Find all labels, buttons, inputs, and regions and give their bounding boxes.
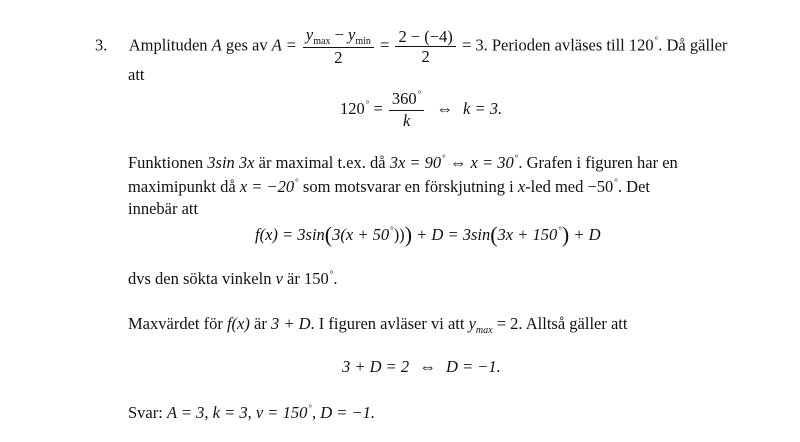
amplitude-fraction — [303, 26, 374, 67]
text-alltsa: . Alltså gäller att — [518, 314, 628, 333]
text-i-figuren: . I figuren avläser vi att — [310, 314, 465, 333]
answer-v: v = 150 — [255, 403, 308, 422]
fraction-denominator: k — [402, 111, 411, 130]
left-paren: ( — [490, 222, 498, 247]
minus-sign: − — [330, 25, 348, 44]
iff-symbol: ⇔ — [419, 357, 436, 376]
text-forskjutning: som motsvarar en förskjutning i — [302, 177, 514, 196]
amplitude-result: = 3 — [461, 35, 484, 55]
paragraph-2-line-3 — [128, 199, 198, 219]
left-paren: ( — [324, 222, 333, 247]
f-eq-part: f(x) = 3sin — [255, 225, 325, 244]
fraction-denominator: 2 — [334, 48, 343, 67]
function-expression: 3sin 3x — [207, 153, 255, 172]
text-ar-150: är 150 — [287, 269, 329, 288]
right-paren: ) — [561, 222, 570, 247]
problem-number: 3. — [95, 35, 108, 55]
period-lhs: 120 — [340, 98, 365, 118]
f-eq-part: + D — [573, 225, 601, 244]
d-equation-rhs: D = −1. — [445, 357, 501, 376]
text-maximipunkt: maximipunkt då — [128, 177, 236, 196]
period-result: k = 3. — [463, 98, 503, 118]
y-symbol: y — [468, 314, 476, 333]
amplitude-value-fraction — [395, 28, 455, 66]
equation-x: x = 30 — [470, 153, 514, 172]
iff-symbol: ⇔ — [436, 98, 453, 118]
fraction-numerator: 360 — [391, 89, 417, 108]
function-fx: f(x) — [226, 314, 250, 333]
y-symbol: y — [305, 25, 314, 44]
shift-value: −50 — [587, 177, 614, 196]
degree-symbol: ° — [442, 153, 446, 163]
iff-symbol: ⇔ — [449, 153, 467, 172]
text-amplituden: Amplituden — [128, 35, 208, 55]
text-det: . Det — [617, 177, 650, 196]
period-fraction — [389, 90, 424, 130]
fraction-denominator: 2 — [421, 46, 430, 66]
equals-sign: = — [373, 98, 383, 118]
y-symbol: y — [348, 25, 356, 44]
answer-a: A = 3 — [166, 403, 205, 422]
amplitude-lhs: A = — [271, 35, 297, 55]
equation-3x: 3x = 90 — [389, 153, 442, 172]
degree-symbol: ° — [417, 89, 422, 99]
text-att: att — [128, 65, 145, 84]
paragraph-3 — [128, 269, 337, 291]
degree-symbol: ° — [329, 269, 334, 279]
f-eq-part: )) — [393, 225, 405, 244]
f-equation — [255, 223, 601, 247]
text-led-med: -led med — [525, 177, 584, 196]
degree-symbol: ° — [558, 225, 562, 235]
var-a: A — [211, 35, 222, 55]
answer-line: Svar: A = 3, k = 3, v = 150°, D = −1. — [128, 403, 375, 422]
problem-line-2 — [128, 65, 145, 85]
text-maxvardet: Maxvärdet för — [128, 314, 223, 333]
var-v: v — [275, 269, 283, 288]
text-dvs: dvs den sökta vinkeln — [128, 269, 272, 288]
degree-symbol: ° — [614, 177, 618, 187]
d-equation — [342, 357, 501, 377]
f-eq-part: 3x + 150 — [497, 225, 558, 244]
max-subscript: max — [475, 325, 493, 336]
period-punct: . — [333, 269, 338, 288]
answer-k: k = 3 — [212, 403, 248, 422]
answer-d: D = −1. — [320, 403, 375, 422]
degree-symbol: ° — [365, 98, 370, 109]
paragraph-4 — [128, 314, 627, 337]
text-innebar-att: innebär att — [128, 199, 199, 218]
paragraph-2-line-1 — [128, 153, 678, 175]
text-period: . Perioden avläses till 120 — [483, 35, 654, 55]
degree-symbol: ° — [390, 225, 394, 235]
problem-line-1 — [95, 26, 727, 67]
right-paren: ) — [404, 222, 413, 247]
equals-sign: = — [380, 35, 390, 55]
ymax-value: = 2 — [496, 314, 519, 333]
degree-symbol: ° — [654, 35, 659, 46]
degree-symbol: ° — [295, 177, 299, 187]
answer-label: Svar: — [128, 403, 163, 422]
f-eq-part: + D = 3sin — [416, 225, 491, 244]
text-ges-av: ges av — [225, 35, 268, 55]
text-da-galler: . Då gäller — [658, 35, 728, 55]
period-equation — [340, 90, 502, 130]
text-funktionen: Funktionen — [128, 153, 204, 172]
text-maximal: är maximal t.ex. då — [258, 153, 386, 172]
min-subscript: min — [355, 36, 371, 47]
var-x: x — [517, 177, 526, 196]
d-equation-lhs: 3 + D = 2 — [342, 357, 410, 376]
fraction-numerator: 2 − (−4) — [395, 28, 455, 47]
expression-3-plus-d: 3 + D — [270, 314, 311, 333]
max-subscript: max — [313, 36, 331, 47]
f-eq-part: 3(x + 50 — [332, 225, 390, 244]
degree-symbol: ° — [514, 153, 519, 163]
text-ar: är — [254, 314, 267, 333]
equation-x-minus-20: x = −20 — [239, 177, 295, 196]
degree-symbol: ° — [308, 403, 312, 413]
paragraph-2-line-2 — [128, 177, 650, 199]
text-grafen: . Grafen i figuren har en — [518, 153, 678, 172]
